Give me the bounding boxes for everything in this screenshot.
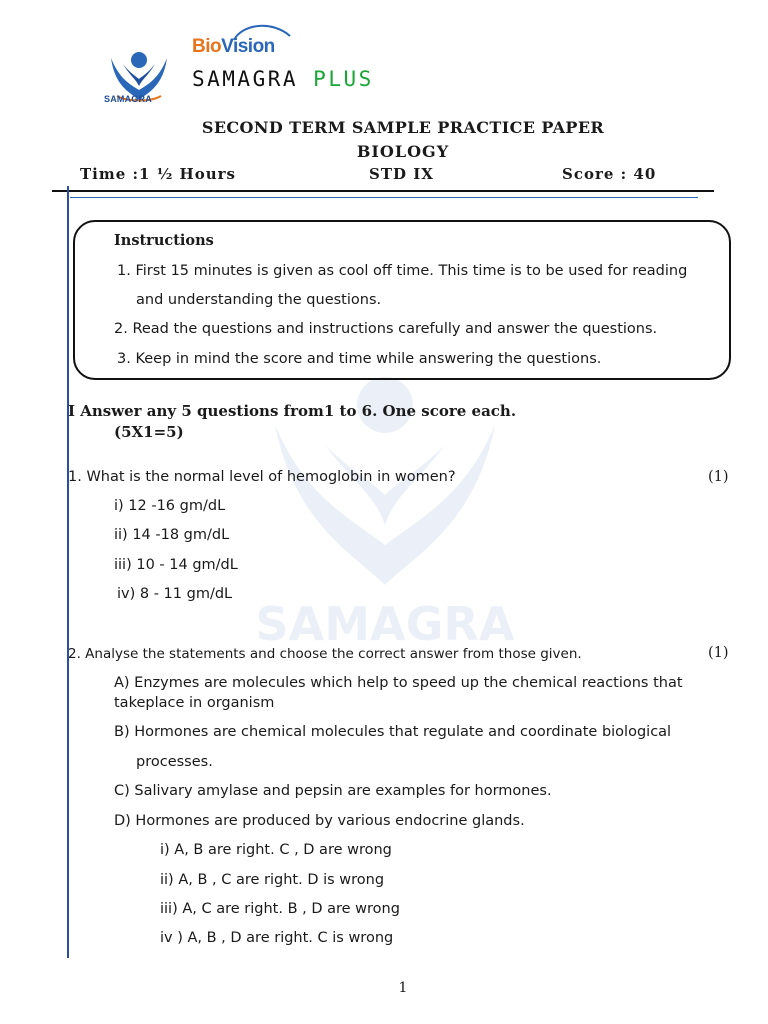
instructions-title: Instructions [114, 232, 214, 249]
question-1-text: 1. What is the normal level of hemoglobin in women? [68, 469, 456, 485]
brand-bio: Bio [192, 36, 222, 57]
time-label: Time :1 ½ Hours [80, 165, 236, 183]
question-2-statement: C) Salivary amylase and pepsin are examples for hormones. [114, 783, 552, 799]
question-1-option: iii) 10 - 14 gm/dL [114, 557, 238, 573]
paper-title: SECOND TERM SAMPLE PRACTICE PAPER [201, 118, 605, 137]
question-2-option: iv ) A, B , D are right. C is wrong [160, 930, 394, 946]
logo-caption: SAMAGRA [104, 94, 152, 104]
question-2-statement: D) Hormones are produced by various endocrine glands. [114, 813, 525, 829]
question-2-mark: (1) [708, 645, 729, 661]
margin-line [67, 186, 69, 958]
brand-vision: Vision [221, 36, 275, 57]
instruction-item: 1. First 15 minutes is given as cool off time. This time is to be used for reading [117, 263, 688, 279]
instruction-item: 2. Read the questions and instructions carefully and answer the questions. [114, 321, 658, 337]
question-1-option: iv) 8 - 11 gm/dL [117, 586, 233, 602]
watermark-text: SAMAGRA [255, 597, 515, 651]
section-heading: I Answer any 5 questions from1 to 6. One score each. [68, 402, 517, 420]
header-divider [52, 190, 714, 192]
question-2-option: iii) A, C are right. B , D are wrong [160, 901, 400, 917]
question-2-statement: takeplace in organism [114, 695, 275, 711]
section-score: (5X1=5) [114, 423, 184, 441]
question-2-text: 2. Analyse the statements and choose the correct answer from those given. [68, 646, 582, 662]
question-1-mark: (1) [708, 469, 729, 485]
samagra-plus-title [192, 67, 374, 91]
instruction-item: 3. Keep in mind the score and time while answering the questions. [117, 351, 602, 367]
question-2-statement: processes. [136, 754, 213, 770]
std-label: STD IX [369, 165, 434, 183]
biovision-swoosh-icon [232, 22, 292, 42]
instruction-item: and understanding the questions. [136, 292, 382, 308]
score-label: Score : 40 [562, 165, 657, 183]
samagra-watermark [215, 355, 555, 655]
paper-subject: BIOLOGY [356, 142, 450, 161]
plus-word: PLUS [313, 67, 374, 91]
header-divider-blue [70, 197, 698, 198]
page-number: 1 [398, 980, 408, 996]
question-2-option: i) A, B are right. C , D are wrong [160, 842, 392, 858]
question-2-option: ii) A, B , C are right. D is wrong [160, 872, 385, 888]
question-1-option: i) 12 -16 gm/dL [114, 498, 226, 514]
watermark-emblem-icon [215, 355, 555, 655]
question-2-statement: B) Hormones are chemical molecules that regulate and coordinate biological [114, 724, 672, 740]
question-2-statement: A) Enzymes are molecules which help to speed up the chemical reactions that [114, 675, 683, 691]
question-1-option: ii) 14 -18 gm/dL [114, 527, 230, 543]
samagra-word: SAMAGRA [192, 67, 299, 91]
